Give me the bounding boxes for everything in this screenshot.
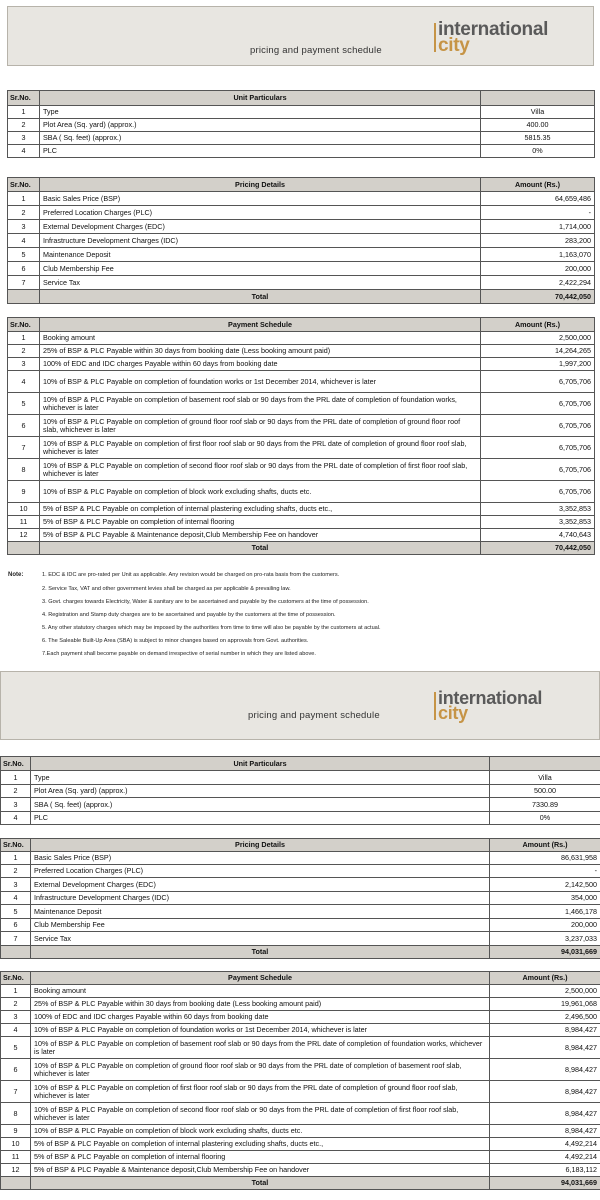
table-row: 9 10% of BSP & PLC Payable on completion of block work excluding shafts, ducts etc. 6,705,706: [8, 481, 595, 503]
note-item: 7.Each payment shall become payable on demand irrespective of serial number in which they are listed above.: [42, 651, 316, 657]
table-row: 4 10% of BSP & PLC Payable on completion of foundation works or 1st December 2014, whichever is later 8,984,427: [1, 1024, 600, 1037]
pricing-total-row: [8, 290, 595, 304]
table-row: 8 10% of BSP & PLC Payable on completion of second floor roof slab or 90 days from the PRL date of completion of first floor roof slab, whichever is later 6,705,706: [8, 459, 595, 481]
note-item: 4. Registration and Stamp duty charges are to be ascertained and payable by the customers at the time of possession.: [42, 612, 336, 618]
total-label: Total: [31, 946, 490, 959]
note-item: 3. Govt. charges towards Electricity, Water & sanitary are to be ascertained and payable by the customers at the time of possession.: [42, 599, 369, 605]
unit-particulars-header: Unit Particulars: [31, 757, 490, 771]
table-row: 6 10% of BSP & PLC Payable on completion of ground floor roof slab or 90 days from the PRL date of completion of ground floor roof slab, whichever is later 6,705,706: [8, 415, 595, 437]
logo-line-1: international: [438, 688, 543, 708]
note-item: 5. Any other statutory charges which may be imposed by the authorities from time to time will also be payable by the customers at actual.: [42, 625, 381, 631]
table-row: 1 Basic Sales Price (BSP) 86,631,958: [1, 852, 600, 865]
amount-header: Amount (Rs.): [481, 178, 595, 192]
table-row: 2 25% of BSP & PLC Payable within 30 days from booking date (Less booking amount paid) 14,264,265: [8, 345, 595, 358]
pricing-total-row: [1, 946, 600, 959]
table-row: 2 Preferred Location Charges (PLC) -: [8, 206, 595, 220]
sr-no-header: Sr.No.: [8, 91, 40, 106]
logo-line-2: city: [438, 702, 468, 723]
sr-no-header: Sr.No.: [8, 178, 40, 192]
payment-schedule-table: [0, 971, 600, 1190]
total-label: Total: [40, 542, 481, 555]
table-row: 4 10% of BSP & PLC Payable on completion of foundation works or 1st December 2014, whichever is later 6,705,706: [8, 371, 595, 393]
table-row: 11 5% of BSP & PLC Payable on completion of internal flooring 4,492,214: [1, 1151, 600, 1164]
unit-particulars-table: [7, 90, 595, 158]
table-row: 2 Plot Area (Sq. yard) (approx.) 400.00: [8, 119, 595, 132]
payment-total-amount: 70,442,050: [481, 542, 595, 555]
table-row: 1 Type Villa: [8, 106, 595, 119]
unit-particulars-header: Unit Particulars: [40, 91, 481, 106]
table-row: 4 PLC 0%: [1, 812, 600, 825]
header-banner: [0, 671, 600, 740]
table-row: 12 5% of BSP & PLC Payable & Maintenance deposit,Club Membership Fee on handover 6,183,112: [1, 1164, 600, 1177]
header-tagline: pricing and payment schedule: [250, 45, 382, 56]
header-banner: [7, 6, 594, 66]
table-row: 3 100% of EDC and IDC charges Payable within 60 days from booking date 2,496,500: [1, 1011, 600, 1024]
amount-header: Amount (Rs.): [490, 972, 600, 985]
table-row: 3 External Development Charges (EDC) 2,142,500: [1, 878, 600, 892]
table-row: 5 10% of BSP & PLC Payable on completion of basement roof slab or 90 days from the PRL date of completion of foundation works, whichever is later 6,705,706: [8, 393, 595, 415]
payment-schedule-header: Payment Schedule: [31, 972, 490, 985]
brand-logo: [438, 19, 549, 56]
payment-total-row: [8, 542, 595, 555]
brand-logo: [438, 688, 543, 723]
table-row: 4 Infrastructure Development Charges (IDC) 283,200: [8, 234, 595, 248]
pricing-details-table: [7, 177, 595, 304]
table-row: 7 10% of BSP & PLC Payable on completion of first floor roof slab or 90 days from the PRL date of completion of ground floor roof slab, whichever is later 8,984,427: [1, 1081, 600, 1103]
table-row: 1 Type Villa: [1, 771, 600, 785]
pricing-total-amount: 70,442,050: [481, 290, 595, 304]
table-row: 2 25% of BSP & PLC Payable within 30 days from booking date (Less booking amount paid) 19,961,068: [1, 998, 600, 1011]
table-row: 2 Plot Area (Sq. yard) (approx.) 500.00: [1, 785, 600, 798]
table-row: 7 Service Tax 2,422,294: [8, 276, 595, 290]
notes-label: Note:: [8, 572, 24, 578]
table-row: 9 10% of BSP & PLC Payable on completion of block work excluding shafts, ducts etc. 8,984,427: [1, 1125, 600, 1138]
table-row: 10 5% of BSP & PLC Payable on completion of internal plastering excluding shafts, ducts etc., 3,352,853: [8, 503, 595, 516]
table-row: 6 Club Membership Fee 200,000: [1, 919, 600, 932]
total-label: Total: [31, 1177, 490, 1190]
table-row: 5 Maintenance Deposit 1,163,070: [8, 248, 595, 262]
table-row: 3 External Development Charges (EDC) 1,714,000: [8, 220, 595, 234]
logo-line-1: international: [438, 19, 549, 40]
pricing-details-table: [0, 838, 600, 959]
table-row: 3 100% of EDC and IDC charges Payable within 60 days from booking date 1,997,200: [8, 358, 595, 371]
table-row: 7 10% of BSP & PLC Payable on completion of first floor roof slab or 90 days from the PRL date of completion of ground floor roof slab, whichever is later 6,705,706: [8, 437, 595, 459]
table-row: 6 10% of BSP & PLC Payable on completion of ground floor roof slab or 90 days from the PRL date of completion of basement roof slab, whichever is later 8,984,427: [1, 1059, 600, 1081]
note-item: 1. EDC & IDC are pro-rated per Unit as applicable. Any revision would be charged on pro-rata basis from the customers.: [42, 572, 340, 578]
note-item: 2. Service Tax, VAT and other government levies shall be charged as per applicable & prevailing law.: [42, 586, 291, 592]
table-row: 6 Club Membership Fee 200,000: [8, 262, 595, 276]
value-header: [481, 91, 595, 106]
payment-total-amount: 94,031,669: [490, 1177, 600, 1190]
sr-no-header: Sr.No.: [1, 757, 31, 771]
table-row: 4 Infrastructure Development Charges (IDC) 354,000: [1, 892, 600, 905]
table-row: 1 Basic Sales Price (BSP) 64,659,486: [8, 192, 595, 206]
total-label: Total: [40, 290, 481, 304]
table-row: 8 10% of BSP & PLC Payable on completion of second floor roof slab or 90 days from the PRL date of completion of first floor roof slab, whichever is later 8,984,427: [1, 1103, 600, 1125]
table-row: 1 Booking amount 2,500,000: [8, 332, 595, 345]
table-row: 2 Preferred Location Charges (PLC) -: [1, 865, 600, 878]
amount-header: Amount (Rs.): [481, 318, 595, 332]
logo-line-2: city: [438, 34, 470, 56]
table-row: 7 Service Tax 3,237,033: [1, 932, 600, 946]
table-row: 5 Maintenance Deposit 1,466,178: [1, 905, 600, 919]
amount-header: Amount (Rs.): [490, 839, 600, 852]
pricing-details-header: Pricing Details: [31, 839, 490, 852]
value-header: [490, 757, 600, 771]
pricing-total-amount: 94,031,669: [490, 946, 600, 959]
header-tagline: pricing and payment schedule: [248, 710, 380, 721]
payment-schedule-header: Payment Schedule: [40, 318, 481, 332]
payment-total-row: [1, 1177, 600, 1190]
table-row: 4 PLC 0%: [8, 145, 595, 158]
sr-no-header: Sr.No.: [1, 972, 31, 985]
table-row: 12 5% of BSP & PLC Payable & Maintenance deposit,Club Membership Fee on handover 4,740,643: [8, 529, 595, 542]
table-row: 5 10% of BSP & PLC Payable on completion of basement roof slab or 90 days from the PRL date of completion of foundation works, whichever is later 8,984,427: [1, 1037, 600, 1059]
sr-no-header: Sr.No.: [1, 839, 31, 852]
payment-schedule-table: [7, 317, 595, 555]
pricing-details-header: Pricing Details: [40, 178, 481, 192]
sr-no-header: Sr.No.: [8, 318, 40, 332]
table-row: 3 SBA ( Sq. feet) (approx.) 7330.89: [1, 798, 600, 812]
table-row: 10 5% of BSP & PLC Payable on completion of internal plastering excluding shafts, ducts etc., 4,492,214: [1, 1138, 600, 1151]
table-row: 3 SBA ( Sq. feet) (approx.) 5815.35: [8, 132, 595, 145]
note-item: 6. The Saleable Built-Up Area (SBA) is subject to minor changes based on approvals from Govt. authorities.: [42, 638, 309, 644]
table-row: 1 Booking amount 2,500,000: [1, 985, 600, 998]
unit-particulars-table: [0, 756, 600, 825]
table-row: 11 5% of BSP & PLC Payable on completion of internal flooring 3,352,853: [8, 516, 595, 529]
